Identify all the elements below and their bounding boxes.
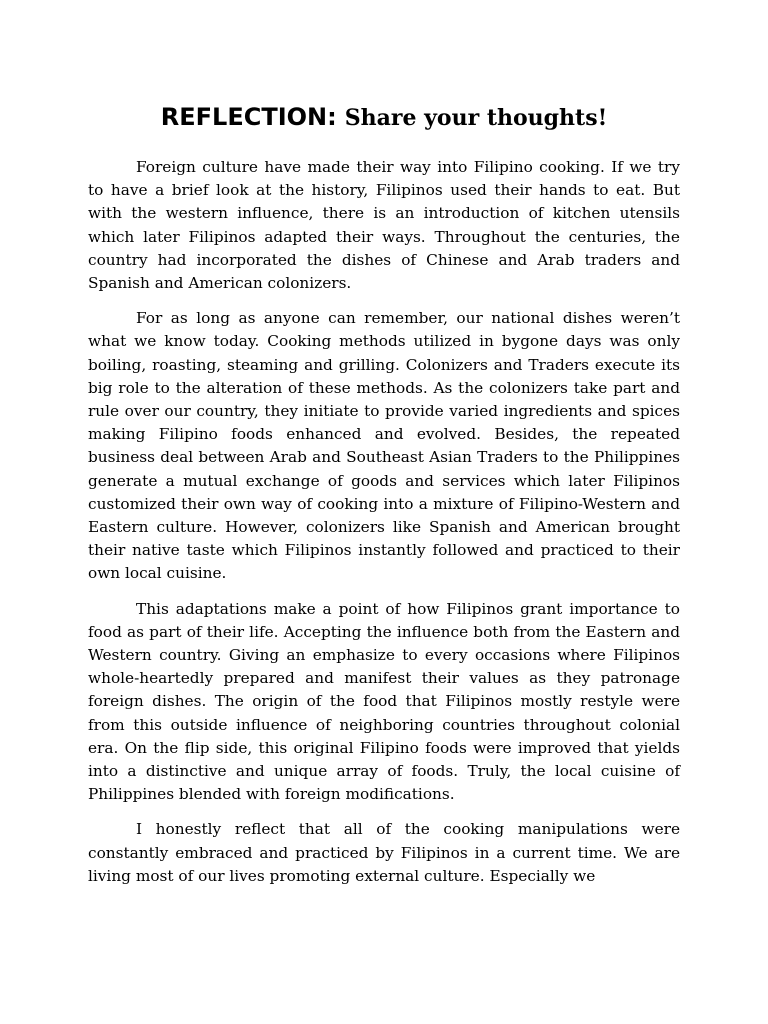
- title-sub: Share your thoughts!: [344, 105, 608, 131]
- paragraph-3: This adaptations make a point of how Filipinos grant importance to food as part of their life. Accepting the influence both from the Eastern and Western country. Giving an emphasize to every occasions where Filipinos whole-heartedly prepared and manifest their values as they patronage foreign dishes. The origin of the food that Filipinos mostly restyle were from this outside influence of neighboring countries throughout colonial era. On the flip side, this original Filipino foods were improved that yields into a distinctive and unique array of foods. Truly, the local cuisine of Philippines blended with foreign modifications.: [88, 599, 680, 804]
- paragraph-2: For as long as anyone can remember, our national dishes weren’t what we know today. Cooking methods utilized in bygone days was only boiling, roasting, steaming and grilling. Colonizers and Traders execute its big role to the alteration of these methods. As the colonizers take part and rule over our country, they initiate to provide varied ingredients and spices making Filipino foods enhanced and evolved. Besides, the repeated business deal between Arab and Southeast Asian Traders to the Philippines generate a mutual exchange of goods and services which later Filipinos customized their own way of cooking into a mixture of Filipino-Western and Eastern culture. However, colonizers like Spanish and American brought their native taste which Filipinos instantly followed and practiced to their own local cuisine.: [88, 309, 680, 583]
- reflection-body: [88, 156, 680, 888]
- title-main: REFLECTION:: [160, 103, 337, 131]
- page-title: [88, 96, 680, 136]
- paragraph-4: I honestly reflect that all of the cooking manipulations were constantly embraced and practiced by Filipinos in a current time. We are living most of our lives promoting external culture. Especially we: [88, 820, 680, 885]
- paragraph-1: Foreign culture have made their way into Filipino cooking. If we try to have a brief look at the history, Filipinos used their hands to eat. But with the western influence, there is an introduction of kitchen utensils which later Filipinos adapted their ways. Throughout the centuries, the country had incorporated the dishes of Chinese and Arab traders and Spanish and American colonizers.: [88, 158, 680, 293]
